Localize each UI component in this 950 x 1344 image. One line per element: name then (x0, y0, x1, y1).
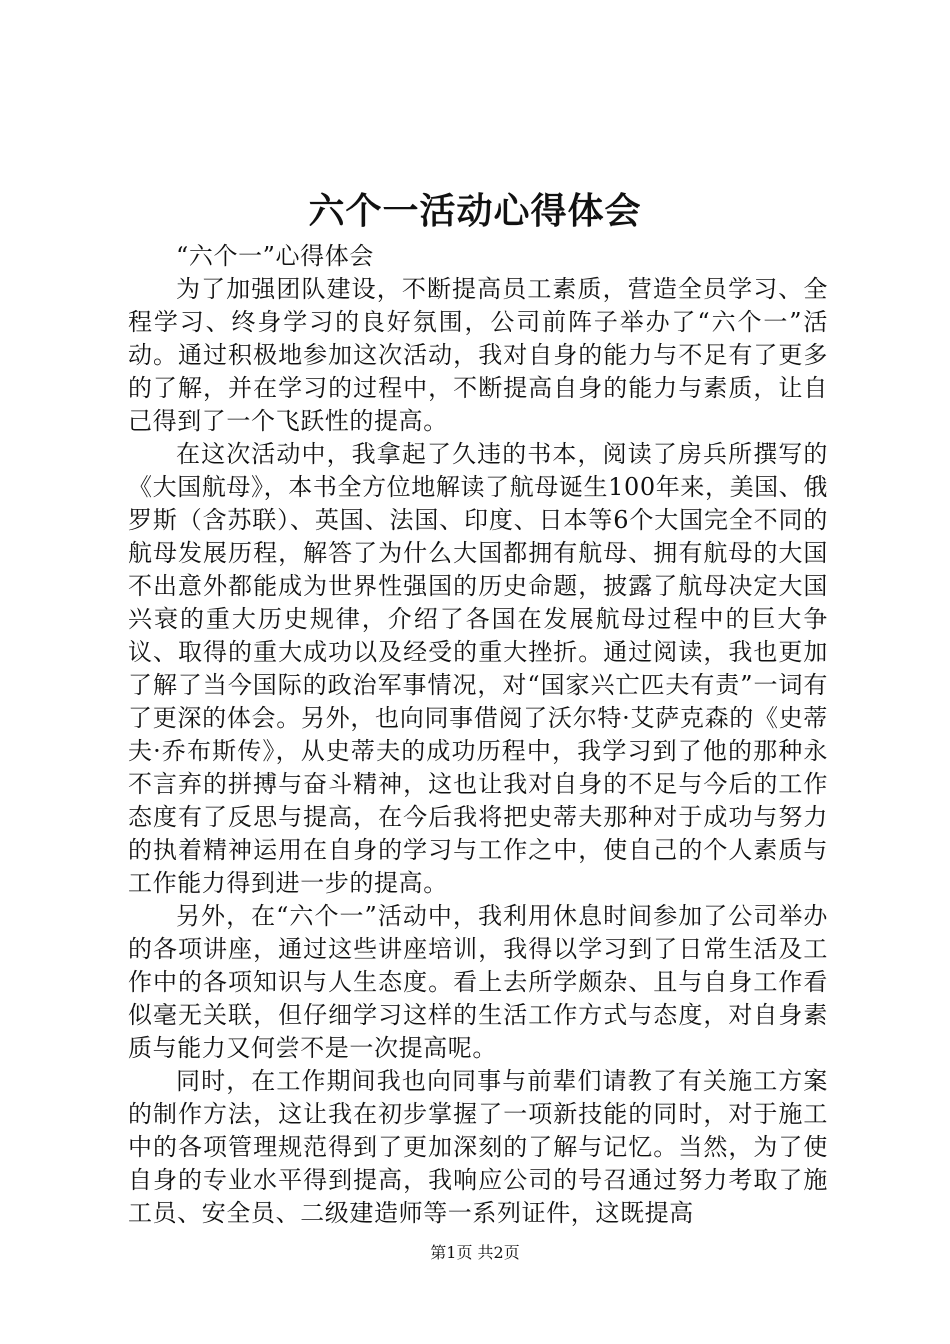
page-number-footer: 第1页 共2页 (430, 1243, 520, 1262)
paragraph: 为了加强团队建设，不断提高员工素质，营造全员学习、全程学习、终身学习的良好氛围，公司前阵子举办了“六个一”活动。通过积极地参加这次活动，我对自身的能力与不足有了更多的了解，并在学习的过程中，不断提高自身的能力与素质，让自己得到了一个飞跃性的提高。 (128, 275, 828, 435)
paragraph: 在这次活动中，我拿起了久违的书本，阅读了房兵所撰写的《大国航母》，本书全方位地解读了航母诞生100年来，美国、俄罗斯（含苏联）、英国、法国、印度、日本等6个大国完全不同的航母发展历程，解答了为什么大国都拥有航母、拥有航母的大国不出意外都能成为世界性强国的历史命题，披露了航母决定大国兴衰的重大历史规律，介绍了各国在发展航母过程中的巨大争议、取得的重大成功以及经受的重大挫折。通过阅读，我也更加了解了当今国际的政治军事情况，对“国家兴亡匹夫有责”一词有了更深的体会。另外，也向同事借阅了沃尔特·艾萨克森的《史蒂夫·乔布斯传》，从史蒂夫的成功历程中，我学习到了他的那种永不言弃的拼搏与奋斗精神，这也让我对自身的不足与今后的工作态度有了反思与提高，在今后我将把史蒂夫那种对于成功与努力的执着精神运用在自身的学习与工作之中，使自己的个人素质与工作能力得到进一步的提高。 (128, 440, 828, 897)
paragraph: 同时，在工作期间我也向同事与前辈们请教了有关施工方案的制作方法，这让我在初步掌握了一项新技能的同时，对于施工中的各项管理规范得到了更加深刻的了解与记忆。当然，为了使自身的专业水平得到提高，我响应公司的号召通过努力考取了施工员、安全员、二级建造师等一系列证件，这既提高 (128, 1067, 828, 1227)
document-body (128, 240, 828, 1230)
document-title: 六个一活动心得体会 (308, 190, 642, 232)
paragraph-subtitle: “六个一”心得体会 (176, 242, 374, 270)
paragraph: 另外，在“六个一”活动中，我利用休息时间参加了公司举办的各项讲座，通过这些讲座培训，我得以学习到了日常生活及工作中的各项知识与人生态度。看上去所学颇杂、且与自身工作看似毫无关联，但仔细学习这样的生活工作方式与态度，对自身素质与能力又何尝不是一次提高呢。 (128, 902, 828, 1062)
